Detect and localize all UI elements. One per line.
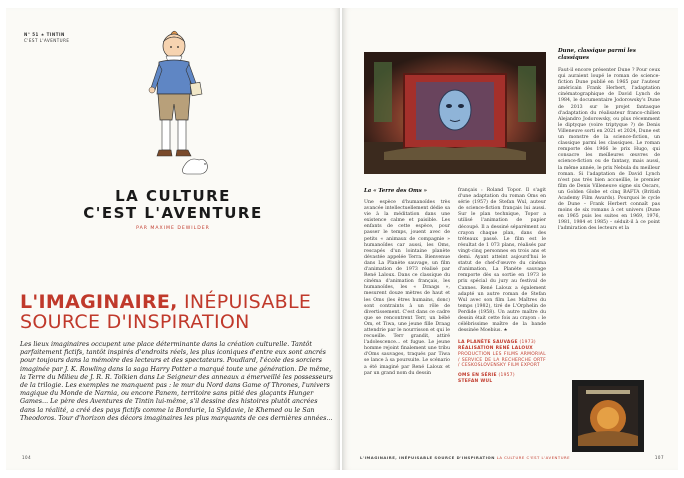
article-column-2 [458,188,546,385]
credits-director: RÉALISATION RENÉ LALOUX [458,346,533,352]
credits-production: PRODUCTION LES FILMS ARMORIAL / SERVICE DE LA RECHERCHE ORTF / CESKOSLOVENSKY FILM EXPORT [458,351,546,369]
running-footer-main: L'IMAGINAIRE, INÉPUISABLE SOURCE D'INSPIRATION [360,455,495,460]
left-page [6,8,340,470]
credits-book-year: (1957) [498,373,515,379]
section-title-line2: C'EST L'AVENTURE [83,204,263,222]
caption-title: La « Terre des Oms » [364,188,428,194]
headline [20,292,340,332]
tintin-illustration [131,28,217,178]
credits-film-title: LA PLANÈTE SAUVAGE [458,340,518,346]
credits-book-author: STEFAN WUL [458,379,493,385]
dune-book-cover [572,380,644,452]
credits-block [458,340,546,385]
right-page [342,8,678,470]
section-title [6,188,340,222]
headline-light1: INÉPUISABLE [184,291,312,313]
byline: PAR MAXIME DEWILDER [136,226,210,231]
running-footer [360,455,570,460]
headline-bold: L'IMAGINAIRE, [20,291,178,313]
running-footer-sub: LA CULTURE C'EST L'AVENTURE [496,455,571,460]
article-column-1: Une espèce d'humanoïdes très avancée intellectuellement dédie sa vie à la méditation dans une existence calme et paisible. Les enfants de cette espèce, pour passer le temps, jouent avec de petits « animaux de compagnie » humanoïdes car aussi, les Oms, rescapés d'un lointaine planète dévastée appelée Terra. Bienvenue dans La Planète sauvage, un film d'animation de 1973 réalisé par René Laloux. Dans ce classique du cinéma d'animation français, les humanoïdes, les « Draags », mesurent douze mètres de haut et les Oms (les êtres humains, donc) sont contraints à un rôle de divertissement. C'est dans ce cadre que se rencontrent Terr, un bébé Om, et Tiwa, une jeune fille Draag attendrie par le nourrisson et qui le recueille. Terr grandit, attiré l'adolescence... et fugue. Le jeune homme rejoint finalement une tribu d'Oms sauvages, traqués par Tiwa se lance à sa poursuite. Le scénario a été imaginé par René Laloux et par un grand nom du dessin [364,200,450,376]
sidebar-title: Dune, classique parmi les classiques [558,48,636,61]
running-header-issue: N° 51 ★ TINTIN [24,32,65,37]
credits-film-year: (1973) [519,340,536,346]
intro-paragraph: Les lieux imaginaires occupent une place déterminante dans la création culturelle. Tantôt parfaitement fictifs, tantôt inspirés d'endroits réels, les plus iconiques d'entre eux sont ancrés pour toujours dans la mémoire des lecteurs et des spectateurs. Poudlard, l'école des sorciers imaginée par J. K. Rowling dans la saga Harry Potter a marqué toute une génération. De même, la Terre du Milieu de J. R. R. Tolkien dans Le Seigneur des anneaux a émerveillé les possesseurs de la trilogie. Les exemples ne manquent pas : le mur du Nord dans Game of Thrones, l'univers magique du Monde de Narnia, ou encore Panem, territoire sans pitié des glaçants Hunger Games... Le père des Aventures de Tintin lui-même, s'il dessine des histoires plutôt ancrées dans la réalité, a créé des pays fictifs comme la Bordurie, la Syldavie, le Khemed ou le San Theodoros. Tour d'horizon des décors imaginaires les plus marquants de ces dernières années... [20,340,333,422]
sidebar-column: Faut-il encore présenter Dune ? Pour ceux qui auraient loupé le roman de science-fiction Dune publié en 1965 par l'auteur américain Frank Herbert, l'adaptation cinématographique de David Lynch de 1984, le documentaire Jodorowsky's Dune de 2013 sur le projet fantasque d'adaptation du réalisateur franco-chilien Alejandro Jodorowsky, ou plus récemment le diptyque (voire triptyque ?) de Denis Villeneuve sorti en 2021 et 2024, Dune est un monstre de la science-fiction, un classique parmi les classiques. Le roman remporte dès 1966 le prix Hugo, qui consacre les meilleures œuvres de science-fiction ou de fantasy, mais aussi, la même année, le prix Nebula du meilleur roman. Si l'adaptation de David Lynch n'est pas très bien accueillie, le premier film de Denis Villeneuve signe six Oscars, un Golden Globe et cinq BAFTA (British Academy Film Awards). Pourquoi le cycle de Dune – Frank Herbert connaît pas moins de six romans à cet univers (Dune en 1965 puis les suites en 1969, 1976, 1981, 1984 et 1985) – séduit-il à ce point l'admiration des lecteurs et la [558,68,660,232]
credits-book-title: OMS EN SÉRIE [458,373,497,379]
headline-light2: SOURCE D'INSPIRATION [20,311,250,333]
section-title-line1: LA CULTURE [115,187,231,205]
page-number-left: 104 [22,455,32,460]
article-column-2-text: français : Roland Topor. Il s'agit d'une adaptation du roman Oms en série (1957) de Stefan Wul, auteur de science-fiction français lui aussi. Sur le plan technique, Topor a utilisé l'animation de papier découpé. Il a dessiné séparément au crayon chaque plan, dans des tréteaux passé. Le film est le résultat de 1 073 plans, réalisés par vingt-cinq personnes en trois ans et demi. Ayant atteint aujourd'hui le statut de chef-d'œuvre du cinéma d'animation, La Planète sauvage remporte dès sa sortie en 1973 le prix spécial du jury au festival de Cannes. René Laloux a également adapté un autre roman de Stefan Wul avec son film Les Maîtres du temps (1982), tiré de L'Orphelin de Perdide (1958). Un autre maître du dessin était cette fois au crayon : le célébrissime maître de la bande dessinée Moebius. ★ [458,188,546,334]
planete-sauvage-painting [364,52,546,174]
page-number-right: 107 [654,455,664,460]
running-header-section: C'EST L'AVENTURE [24,38,70,43]
running-header [24,32,69,44]
